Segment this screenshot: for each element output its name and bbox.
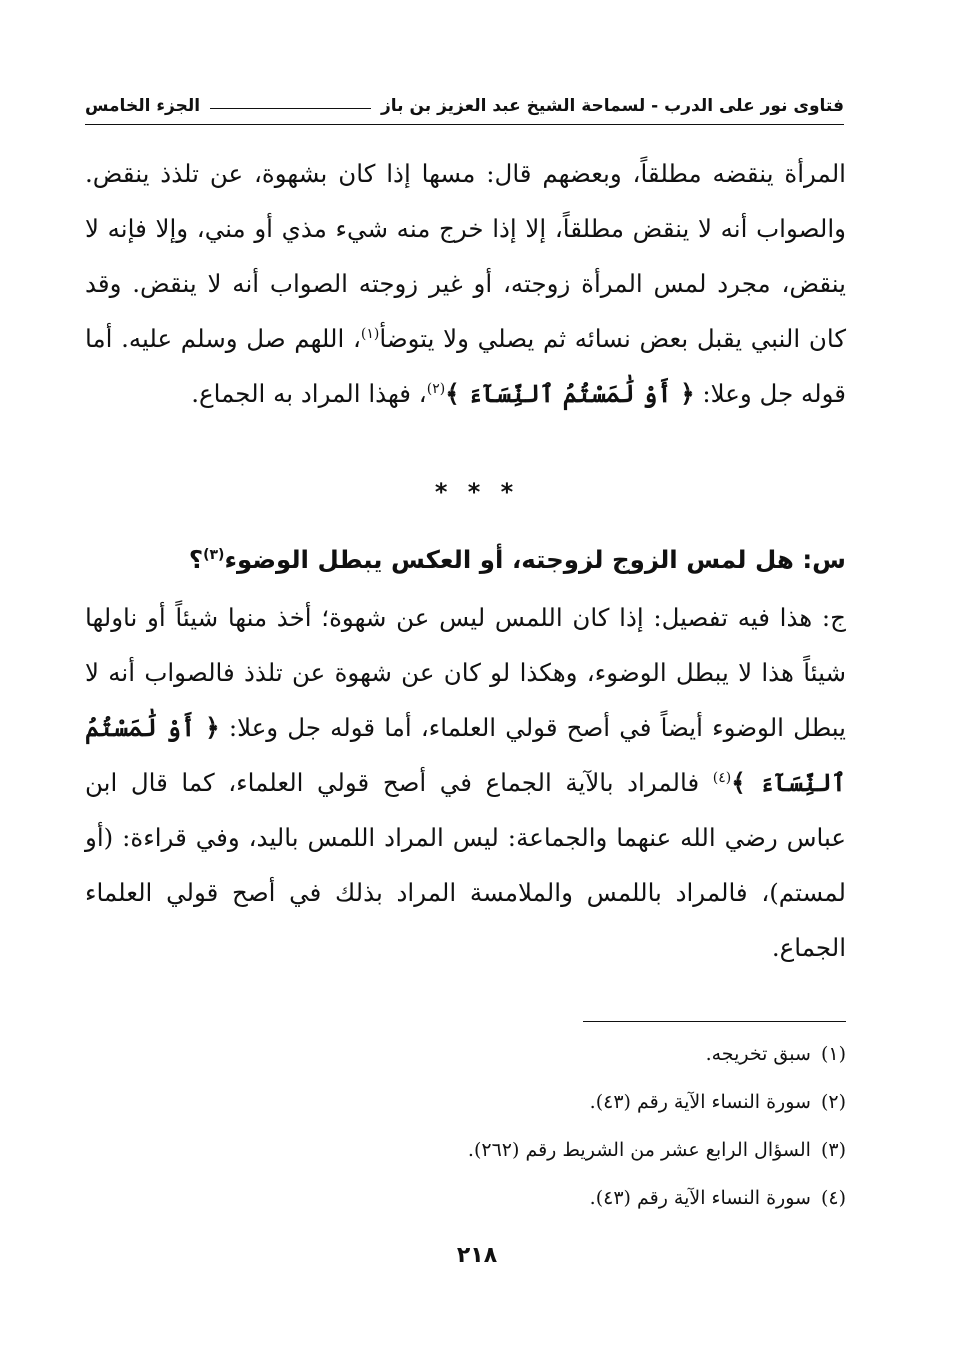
footnote-text: سورة النساء الآية رقم (٤٣). bbox=[589, 1187, 811, 1209]
footnote-item bbox=[100, 1078, 846, 1126]
footnote-ref-2: (٢) bbox=[426, 380, 446, 397]
footnote-number: (١) bbox=[820, 1043, 846, 1065]
footnote-ref-4: (٤) bbox=[712, 769, 732, 786]
footnote-item bbox=[100, 1174, 846, 1222]
footnotes bbox=[100, 1030, 846, 1222]
page-number: ٢١٨ bbox=[456, 1243, 498, 1268]
book-title: فتاوى نور على الدرب - لسماحة الشيخ عبد العزيز بن باز bbox=[381, 96, 844, 116]
footnote-number: (٤) bbox=[820, 1187, 846, 1209]
question-text: س: هل لمس الزوج لزوجته، أو العكس يبطل الوضوء bbox=[224, 545, 846, 574]
answer-paragraph bbox=[85, 590, 846, 975]
footnote-text: سورة النساء الآية رقم (٤٣). bbox=[589, 1091, 811, 1113]
paragraph-continuation bbox=[85, 146, 846, 421]
header-rule bbox=[210, 108, 371, 109]
section-separator: * * * bbox=[434, 478, 520, 506]
footnote-ref-1: (١) bbox=[360, 325, 380, 342]
question-heading bbox=[150, 532, 846, 587]
footnote-ref-3: (٣) bbox=[203, 546, 225, 563]
paragraph-text: ، فهذا المراد به الجماع. bbox=[191, 379, 427, 408]
footnote-item bbox=[100, 1126, 846, 1174]
paragraph-text: فالمراد بالآية الجماع في أصح قولي العلماء، كما قال ابن عباس رضي الله عنهما والجماعة: ليس المراد اللمس باليد، وفي قراءة: (أو لمستم)، فالمراد باللمس والملامسة المراد بذلك في أصح قولي العلماء الجماع. bbox=[85, 768, 846, 962]
paragraph-text: ، اللهم صل وسلم عليه. أما قوله جل وعلا: bbox=[85, 324, 846, 408]
quran-verse: ﴿ أَوْ لَٰمَسْتُمُ ٱلنِّسَآءَ ﴾ bbox=[445, 379, 695, 408]
footnote-rule bbox=[583, 1021, 846, 1022]
volume-label: الجزء الخامس bbox=[85, 96, 201, 116]
footnote-item bbox=[100, 1030, 846, 1078]
footnote-number: (٢) bbox=[820, 1091, 846, 1113]
paragraph-text: ج: هذا فيه تفصيل: إذا كان اللمس ليس عن شهوة؛ أخذ منها شيئاً أو ناولها شيئاً هذا لا يبطل الوضوء، وهكذا لو كان عن شهوة عن تلذذ فالصواب أنه لا يبطل الوضوء أيضاً في أصح قولي العلماء، أما قوله جل وعلا: bbox=[85, 603, 846, 742]
running-header bbox=[85, 88, 844, 125]
footnote-text: سبق تخريجه. bbox=[705, 1043, 811, 1065]
paragraph-text: المرأة ينقضه مطلقاً، وبعضهم قال: مسها إذا كان بشهوة، عن تلذذ ينقض. والصواب أنه لا ينقض مطلقاً، إلا إذا خرج منه شيء مذي أو مني، وإلا فإنه لا ينقض، مجرد لمس المرأة زوجته، أو غير زوجته الصواب أنه لا ينقض. وقد كان النبي يقبل بعض نسائه ثم يصلي ولا يتوضأ bbox=[85, 159, 846, 353]
quran-verse: ﴿ أَوْ لَٰمَسْتُمُ ٱلنِّسَآءَ ﴾ bbox=[85, 713, 846, 797]
question-mark: ؟ bbox=[188, 545, 204, 574]
footnote-text: السؤال الرابع عشر من الشريط رقم (٢٦٢). bbox=[467, 1139, 811, 1161]
footnote-number: (٣) bbox=[820, 1139, 846, 1161]
